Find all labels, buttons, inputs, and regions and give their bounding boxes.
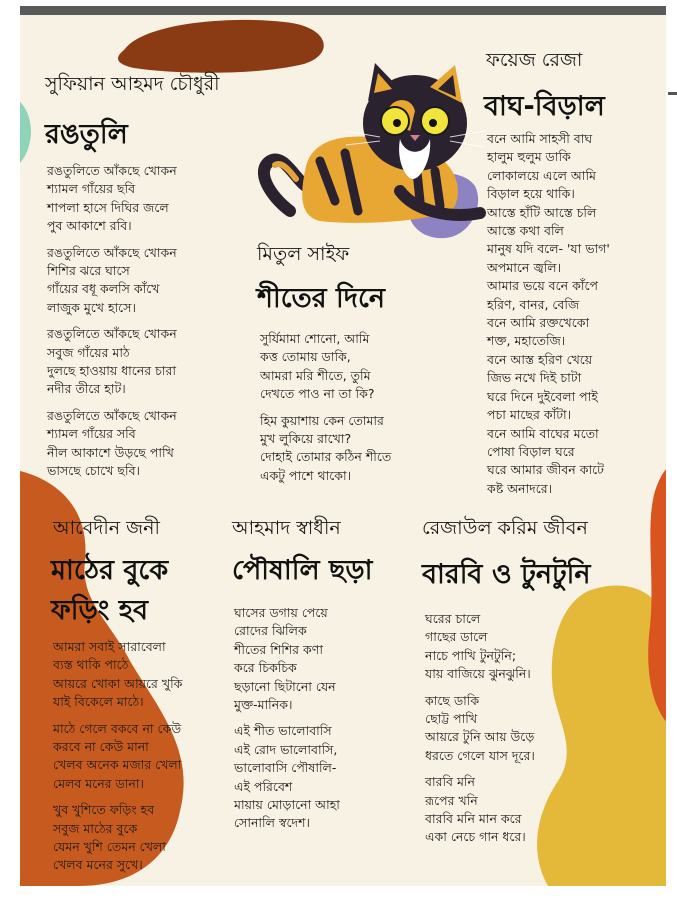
poem-line: অপমানে জ্বলি। xyxy=(487,259,562,275)
poem-body-6 xyxy=(425,610,535,855)
poem-title-1: রঙতুলি xyxy=(45,119,128,150)
poem-line: একা নেচে গান ধরে। xyxy=(425,829,526,845)
poem-line: রঙতুলিতে আঁকছে খোকন xyxy=(47,244,177,260)
poem-author-6: রেজাউল করিম জীবন xyxy=(422,517,588,539)
stanza xyxy=(47,244,177,318)
poem-line: এই শীত ভালোবাসি xyxy=(234,723,332,739)
stanza xyxy=(234,604,340,714)
stanza xyxy=(53,638,182,712)
poem-line: ছড়ানো ছিটানো যেন xyxy=(234,678,336,694)
poem-line: দুলছে হাওয়ায় ধানের চারা xyxy=(47,363,177,379)
poem-title-5: পৌষালি ছড়া xyxy=(232,555,373,586)
poem-line: সবুজ মাঠের বুকে xyxy=(53,820,138,836)
poem-line: মাঠে গেলে বকবে না কেউ xyxy=(53,720,182,736)
poem-line: আস্তে হাঁটি আস্তে চলি xyxy=(487,204,597,220)
poem-line: আয়রে টুনি আয় উড়ে xyxy=(425,729,535,745)
poem-line: যাই বিকেলে মাঠে। xyxy=(53,694,144,710)
poem-line: রোদের ঝিলিক xyxy=(234,623,307,639)
stanza xyxy=(260,412,391,486)
poem-line: কত্ত তোমায় ডাকি, xyxy=(260,349,351,365)
stanza xyxy=(47,162,177,236)
poem-line: শক্ত, মহাতেজি। xyxy=(487,333,566,349)
poem-title-4-line-2: ফড়িং হব xyxy=(51,595,148,626)
poem-line: ঘাসের ডগায় পেয়ে xyxy=(234,605,328,620)
poem-line: দোহাই তোমার কঠিন শীতে xyxy=(260,449,392,465)
stanza xyxy=(425,610,535,684)
poem-line: বনে আমি বাঘের মতো xyxy=(487,425,599,441)
poem-body-1 xyxy=(47,162,177,489)
poem-line: কাছে ডাকি xyxy=(425,692,480,708)
poem-line: গাছের ডালে xyxy=(425,629,488,645)
poem-line: হরিণ, বানর, বেজি xyxy=(487,296,580,312)
poem-line: বনে আমি সাহসী বাঘ xyxy=(487,131,593,146)
top-bar xyxy=(20,6,666,15)
poem-line: হালুম হুলুম ডাকি xyxy=(487,149,571,165)
poem-line: সোনালি স্বদেশ। xyxy=(234,815,310,831)
poem-line: বিড়াল হয়ে থাকি। xyxy=(487,186,575,202)
poem-line: আয়রে খোকা আয়রে খুকি xyxy=(53,675,183,691)
poem-line: মায়ায় মোড়ানো আহা xyxy=(234,797,340,813)
poem-line: একটু পাশে থাকো। xyxy=(260,467,352,483)
poem-line: আমরা সবাই সারাবেলা xyxy=(53,639,166,654)
poem-line: ছোট্ট পাখি xyxy=(425,711,478,727)
poem-line: হিম কুয়াশায় কেন তোমার xyxy=(260,412,384,428)
poem-author-3: মিতুল সাইফ xyxy=(257,243,350,265)
poem-line: বারবি মনি xyxy=(425,774,475,790)
poem-line: করে চিকচিক xyxy=(234,660,297,676)
poem-line: শাপলা হাসে দিঘির জলে xyxy=(47,199,169,215)
poem-line: নীল আকাশে উড়ছে পাখি xyxy=(47,444,174,460)
poem-body-2 xyxy=(487,130,610,506)
poem-line: কষ্ট অনাদরে। xyxy=(487,480,553,496)
poem-line: রঙতুলিতে আঁকছে খোকন xyxy=(47,163,177,178)
stanza xyxy=(425,692,535,766)
calico-cat-icon xyxy=(250,61,490,226)
magazine-page xyxy=(20,6,666,886)
poem-line: বারবি মনি মান করে xyxy=(425,811,522,827)
poem-body-4 xyxy=(53,638,182,883)
poem-line: মেলব মনের ডানা। xyxy=(53,775,144,791)
poem-line: যায় বাজিয়ে ঝুনঝুনি। xyxy=(425,666,531,682)
side-mark xyxy=(668,92,677,95)
poem-line: সবুজ গাঁয়ের মাঠ xyxy=(47,344,130,360)
poem-line: ধরতে গেলে যাস দূরে। xyxy=(425,747,535,763)
stanza xyxy=(47,325,177,399)
poem-line: আমার ভয়ে বনে কাঁপে xyxy=(487,278,598,294)
poem-line: নদীর তীরে হাট। xyxy=(47,381,126,397)
rust-right-strip xyxy=(640,466,666,726)
stanza xyxy=(47,407,177,481)
poem-line: বনে আস্ত হরিণ খেয়ে xyxy=(487,351,593,367)
poem-title-3: শীতের দিনে xyxy=(257,283,385,314)
poem-line: গাঁয়ের বধূ কলসি কাঁখে xyxy=(47,281,160,297)
poem-line: মুখ লুকিয়ে রাখো? xyxy=(260,431,352,447)
poem-line: ঘরে আমার জীবন কাটে xyxy=(487,462,604,478)
stanza xyxy=(53,801,182,875)
poem-line: শ্যামল গাঁয়ের সবি xyxy=(47,426,136,442)
poem-line: দেখতে পাও না তা কি? xyxy=(260,386,375,402)
poem-line: ব্যস্ত থাকি পাঠে xyxy=(53,657,129,673)
poem-line: মুক্ত-মানিক। xyxy=(234,697,293,713)
stanza xyxy=(487,130,610,498)
poem-line: শিশির ঝরে ঘাসে xyxy=(47,263,130,279)
poem-title-4 xyxy=(51,551,168,631)
poem-line: এই রোদ ভালোবাসি, xyxy=(234,741,338,757)
poem-line: জিভ নখে দিই চাটা xyxy=(487,370,582,386)
poem-line: পোষা বিড়াল ঘরে xyxy=(487,443,575,459)
poem-line: রঙতুলিতে আঁকছে খোকন xyxy=(47,407,177,423)
poem-line: সুর্যিমামা শোনো, আমি xyxy=(260,331,370,346)
poem-line: মানুষ যদি বলে- 'যা ভাগ' xyxy=(487,241,610,257)
poem-title-2: বাঘ-বিড়াল xyxy=(484,91,605,122)
poem-author-5: আহমাদ স্বাধীন xyxy=(232,517,341,539)
poem-line: শ্যামল গাঁয়ের ছবি xyxy=(47,181,136,197)
poem-title-6: বারবি ও টুনটুনি xyxy=(422,559,591,590)
stanza xyxy=(260,330,391,404)
poem-line: লোকালয়ে এলে আমি xyxy=(487,167,596,183)
poem-line: নাচে পাখি টুনটুনি; xyxy=(425,647,517,663)
poem-author-4: আবেদীন জনী xyxy=(53,517,160,539)
poem-line: বনে আমি রক্তখেকো xyxy=(487,315,590,331)
poem-line: যেমন খুশি তেমন খেলা xyxy=(53,839,166,855)
poem-body-5 xyxy=(234,604,340,841)
poem-title-4-line-1: মাঠের বুকে xyxy=(51,555,169,586)
poem-line: আস্তে কথা বলি xyxy=(487,223,564,239)
poem-line: আমরা মরি শীতে, তুমি xyxy=(260,367,371,383)
poem-line: করবে না কেউ মানা xyxy=(53,739,149,755)
poem-line: রঙতুলিতে আঁকছে খোকন xyxy=(47,326,177,342)
poem-line: পচা মাছের কাঁটা। xyxy=(487,407,572,423)
mint-blob xyxy=(20,86,35,176)
poem-line: রূপের খনি xyxy=(425,792,478,808)
poem-line: শীতের শিশির কণা xyxy=(234,641,323,657)
poem-line: এই পরিবেশ xyxy=(234,778,293,794)
poem-line: পুব আকাশে রবি। xyxy=(47,218,132,234)
stanza xyxy=(234,722,340,832)
poem-line: ভালোবাসি পৌষালি- xyxy=(234,760,337,776)
poem-line: ঘরে দিনে দুইবেলা পাই xyxy=(487,388,598,404)
poem-line: ভাসছে চোখে ছবি। xyxy=(47,463,140,479)
poem-line: খেলব মনের সুখে। xyxy=(53,857,143,873)
poem-line: লাজুক মুখে হাসে। xyxy=(47,299,136,315)
poem-line: ঘরের চালে xyxy=(425,611,481,626)
poem-line: খুব খুশিতে ফড়িং হব xyxy=(53,802,155,818)
poem-author-2: ফয়েজ রেজা xyxy=(486,49,583,71)
stanza xyxy=(425,773,535,847)
poem-line: খেলব অনেক মজার খেলা xyxy=(53,757,182,773)
stanza xyxy=(53,720,182,794)
poem-body-3 xyxy=(260,330,391,493)
poem-author-1: সুফিয়ান আহমদ চৌধুরী xyxy=(45,73,220,95)
